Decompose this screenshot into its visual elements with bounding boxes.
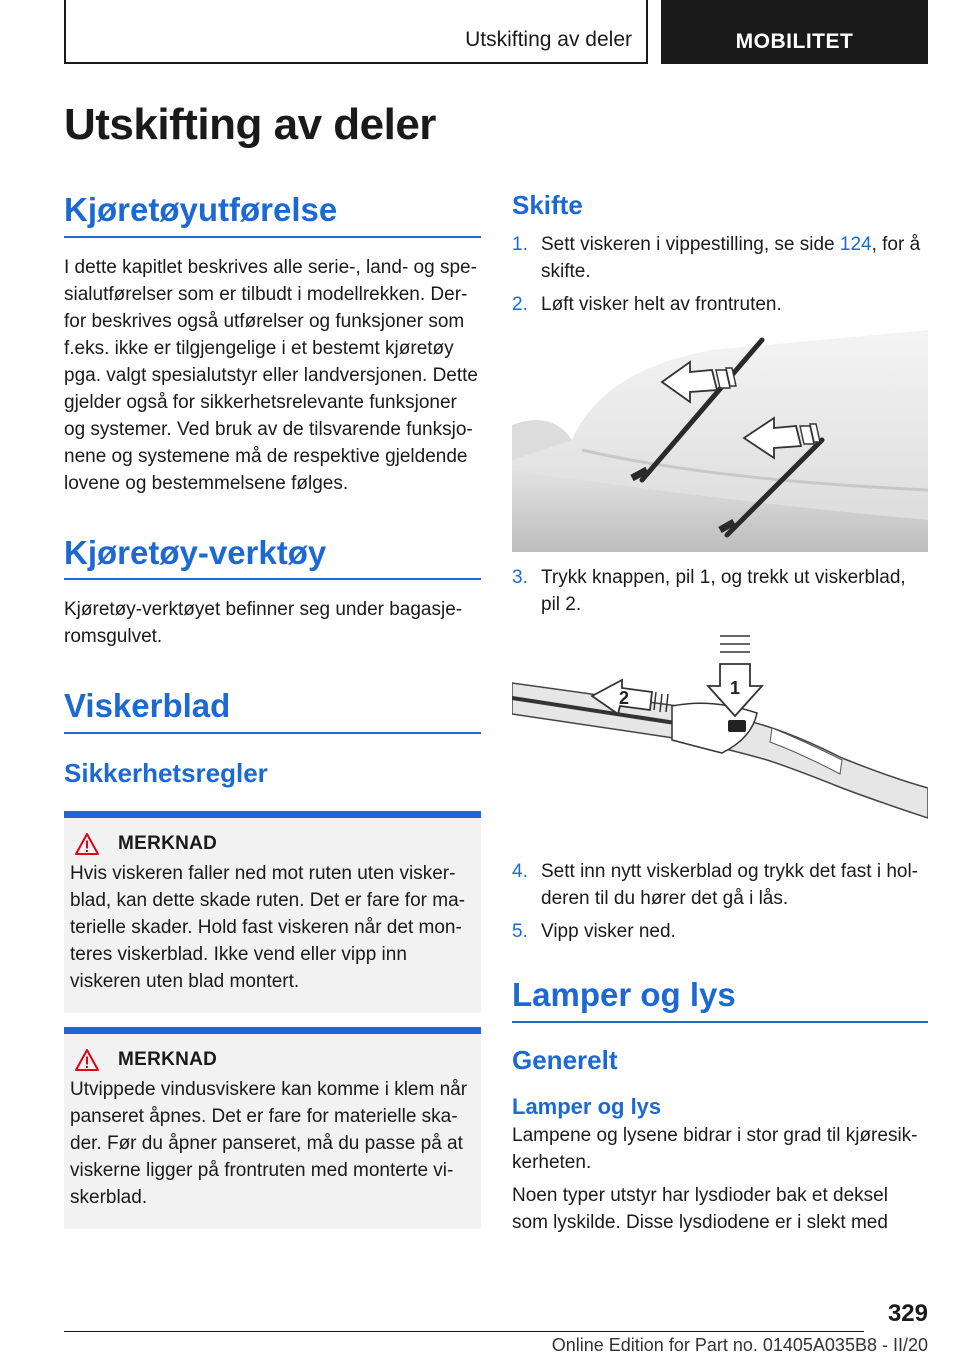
steps-list <box>512 231 928 318</box>
page-link-124[interactable]: 124 <box>839 234 872 256</box>
step-text-part: pil 2. <box>541 594 582 616</box>
heading-kjoretoy-verktoy: Kjøretøy-verktøy <box>64 533 481 581</box>
page-number: 329 <box>887 1300 928 1327</box>
note-title: MERKNAD <box>118 1048 218 1070</box>
step-item <box>512 231 928 285</box>
text-line: Lampene og lysene bidrar i stor grad til kjøresik- <box>512 1125 918 1147</box>
note-line: der. Før du åpner panseret, må du passe på at <box>70 1132 463 1154</box>
step-item <box>512 858 928 912</box>
note-line: blad, kan dette skade ruten. Det er fare for ma- <box>70 889 465 911</box>
warning-note-1 <box>64 811 481 1013</box>
step-item <box>512 291 928 318</box>
heading-viskerblad: Viskerblad <box>64 686 481 734</box>
note-line: viskerne ligger på frontruten med monterte vi- <box>70 1159 454 1181</box>
paragraph-kjoretoyutforelse <box>64 254 481 497</box>
text-line: f.eks. ikke er tilgjengelige i et bestemt kjøretøy <box>64 337 454 359</box>
text-line: kerheten. <box>512 1152 592 1174</box>
paragraph-lamper-1 <box>512 1122 928 1176</box>
text-line: for beskrives også utførelser og funksjoner som <box>64 310 465 332</box>
step-text-part: Trykk knappen, pil 1, og trekk ut viskerblad, <box>541 567 906 589</box>
heading-generelt: Generelt <box>512 1044 618 1075</box>
page-header <box>64 0 928 64</box>
text-line: nene og systemene må de respektive gjeldende <box>64 445 468 467</box>
note-title: MERKNAD <box>118 832 218 854</box>
text-line: gjelder også for sikkerhetsrelevante funksjoner <box>64 391 457 413</box>
arrow-2-label: 2 <box>618 688 630 709</box>
step-text-part: deren til du hører det gå i lås. <box>541 888 789 910</box>
note-line: skerblad. <box>70 1186 148 1208</box>
heading-kjoretoyutforelse: Kjøretøyutførelse <box>64 190 481 238</box>
step-item <box>512 564 928 618</box>
text-line: I dette kapitlet beskrives alle serie-, land- og spe- <box>64 256 477 278</box>
note-line: terielle skader. Hold fast viskeren når det mon- <box>70 916 462 938</box>
warning-note-2 <box>64 1027 481 1229</box>
note-line: teres viskerblad. Ikke vend eller vipp inn <box>70 943 407 965</box>
step-number: 1. <box>512 234 528 256</box>
header-section-title: Utskifting av deler <box>465 28 632 51</box>
step-number: 4. <box>512 861 528 883</box>
step-number: 2. <box>512 294 528 316</box>
text-line: lovene og bestemmelsene følges. <box>64 472 349 494</box>
note-line: Utvippede vindusviskere kan komme i klem når <box>70 1078 468 1100</box>
text-line: som lyskilde. Disse lysdiodene er i slekt med <box>512 1212 888 1234</box>
footer-edition: Online Edition for Part no. 01405A035B8 - II/20 <box>551 1335 928 1355</box>
left-column <box>64 190 481 1229</box>
heading-lamper-og-lys: Lamper og lys <box>512 975 928 1023</box>
step-text <box>541 564 906 618</box>
note-line: viskeren uten blad montert. <box>70 970 300 992</box>
text-line: Kjøretøy-verktøyet befinner seg under bagasje- <box>64 599 463 621</box>
step-number: 3. <box>512 567 528 589</box>
header-chapter-label: MOBILITET <box>735 30 854 53</box>
page-title: Utskifting av deler <box>64 100 436 149</box>
text-line: Noen typer utstyr har lysdioder bak et deksel <box>512 1185 888 1207</box>
wiper-blade-release-illustration <box>512 628 928 848</box>
footer-divider <box>64 1331 864 1332</box>
text-line: pga. valgt spesialutstyr eller landversjonen. Dette <box>64 364 479 386</box>
header-chapter-tab <box>661 0 928 64</box>
right-column <box>512 190 928 1236</box>
paragraph-lamper-2 <box>512 1182 928 1236</box>
step-text-part: Sett inn nytt viskerblad og trykk det fast i hol- <box>541 861 919 883</box>
arrow-1-label: 1 <box>729 678 741 699</box>
step-text: Vipp visker ned. <box>541 921 676 943</box>
step-text <box>541 231 920 285</box>
step-text <box>541 858 918 912</box>
warning-triangle-icon <box>74 832 100 856</box>
heading-sikkerhetsregler: Sikkerhetsregler <box>64 757 268 788</box>
heading-lamper-og-lys-sub: Lamper og lys <box>512 1093 662 1119</box>
note-line: panseret åpnes. Det er fare for materielle ska- <box>70 1105 458 1127</box>
paragraph-kjoretoy-verktoy <box>64 596 481 650</box>
step-text-part: , for å <box>871 234 921 256</box>
header-section-box <box>64 0 648 64</box>
text-line: romsgulvet. <box>64 626 163 648</box>
step-text-part: skifte. <box>541 261 591 283</box>
step-text: Løft visker helt av frontruten. <box>541 294 782 316</box>
warning-triangle-icon <box>74 1048 100 1072</box>
heading-skifte: Skifte <box>512 190 583 220</box>
text-line: og systemer. Ved bruk av de tilsvarende funksjo- <box>64 418 473 440</box>
wiper-windshield-illustration <box>512 330 928 552</box>
text-line: sialutførelser som er tilbudt i modellrekken. Der- <box>64 283 468 305</box>
step-item <box>512 918 928 945</box>
step-text-part: Sett viskeren i vippestilling, se side <box>541 234 840 256</box>
step-number: 5. <box>512 921 528 943</box>
note-line: Hvis viskeren faller ned mot ruten uten visker- <box>70 862 456 884</box>
